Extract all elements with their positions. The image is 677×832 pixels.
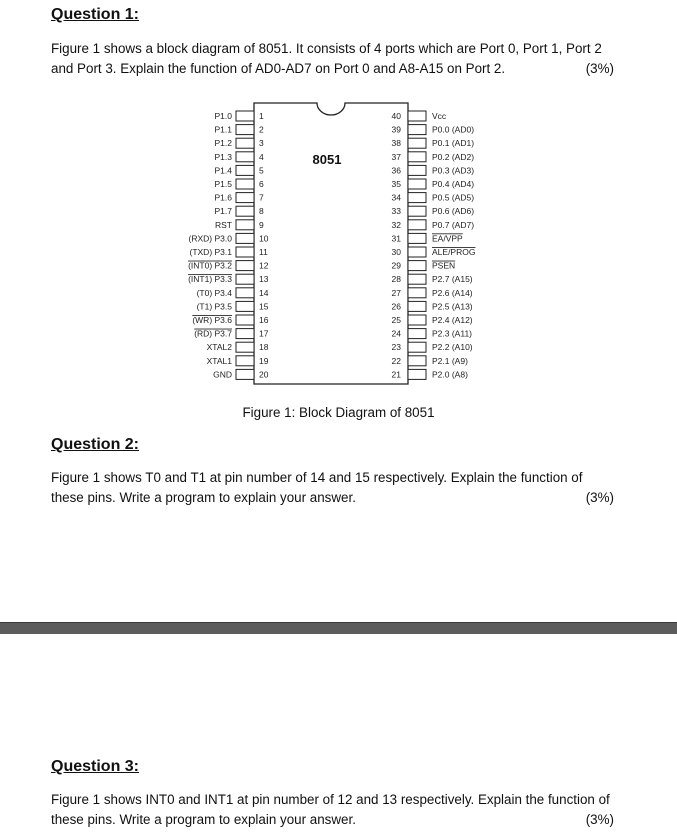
pin-box xyxy=(236,301,254,311)
pin-name: P0.0 (AD0) xyxy=(432,124,475,135)
pin-box xyxy=(408,301,426,311)
pin-box xyxy=(408,206,426,216)
pin-box xyxy=(236,288,254,298)
pin-name: P0.3 (AD3) xyxy=(432,165,475,176)
chip-outline xyxy=(254,103,408,384)
pin-name: P1.3 xyxy=(214,151,232,162)
pin-number: 6 xyxy=(259,179,264,189)
pin-number: 8 xyxy=(259,206,264,217)
question-3-heading: Question 3: xyxy=(51,758,140,775)
pin-number: 38 xyxy=(391,138,401,149)
pin-number: 3 xyxy=(259,138,264,149)
pin-box xyxy=(236,247,254,257)
pin-box xyxy=(236,342,254,352)
pin-name: EA/VPP xyxy=(432,233,463,244)
pin-number: 2 xyxy=(259,124,264,135)
pin-name: P0.5 (AD5) xyxy=(432,192,475,203)
pin-name: P1.7 xyxy=(214,206,232,217)
pin-name: P1.1 xyxy=(214,124,232,135)
pin-name: P2.0 (A8) xyxy=(432,369,468,380)
pin-number: 36 xyxy=(391,165,401,176)
pin-box xyxy=(408,179,426,189)
pin-name: ALE/PROG xyxy=(432,247,476,257)
pin-name: P2.7 (A15) xyxy=(432,274,473,285)
pin-box xyxy=(236,179,254,189)
pin-box xyxy=(408,356,426,366)
pin-number: 29 xyxy=(391,260,401,271)
pin-number: 19 xyxy=(259,355,269,366)
pin-number: 30 xyxy=(391,247,401,257)
pin-number: 4 xyxy=(259,151,264,162)
question-1-heading: Question 1: xyxy=(51,6,140,23)
page-divider xyxy=(0,622,677,634)
pin-number: 33 xyxy=(391,206,401,217)
pin-name: P1.6 xyxy=(214,192,232,203)
pin-number: 35 xyxy=(391,179,401,189)
pin-name: P0.6 (AD6) xyxy=(432,206,475,217)
pin-box xyxy=(408,247,426,257)
pin-box xyxy=(408,165,426,175)
pin-box xyxy=(408,342,426,352)
pin-number: 27 xyxy=(391,287,401,298)
pin-number: 26 xyxy=(391,301,401,312)
pin-box xyxy=(236,152,254,162)
pin-name: P2.5 (A13) xyxy=(432,301,473,312)
pin-number: 28 xyxy=(391,274,401,285)
question-2-heading: Question 2: xyxy=(51,436,140,453)
pin-box xyxy=(236,220,254,230)
pin-name: P2.6 (A14) xyxy=(432,287,473,298)
pin-box xyxy=(408,329,426,339)
pin-number: 5 xyxy=(259,165,264,176)
pin-name: XTAL2 xyxy=(206,342,232,353)
pin-box xyxy=(408,233,426,243)
question-3-text xyxy=(51,790,616,829)
pin-box xyxy=(408,111,426,121)
pin-box xyxy=(236,233,254,243)
pin-number: 17 xyxy=(259,328,269,339)
pin-name: P0.1 (AD1) xyxy=(432,138,475,149)
pin-box xyxy=(408,288,426,298)
pin-name: (RD) P3.7 xyxy=(194,328,232,339)
pin-box xyxy=(236,315,254,325)
pin-box xyxy=(236,125,254,135)
pin-box xyxy=(236,206,254,216)
pin-number: 40 xyxy=(391,111,401,121)
pin-box xyxy=(236,193,254,203)
pin-box xyxy=(408,125,426,135)
pin-name: P2.3 (A11) xyxy=(432,328,473,339)
pin-box xyxy=(408,274,426,284)
pin-name: (INT0) P3.2 xyxy=(188,260,232,271)
pin-box xyxy=(236,356,254,366)
pin-box xyxy=(408,220,426,230)
pin-name: P0.7 (AD7) xyxy=(432,219,475,230)
pin-name: PSEN xyxy=(432,260,456,271)
pin-name: (T1) P3.5 xyxy=(196,301,232,312)
pin-box xyxy=(236,274,254,284)
pin-number: 34 xyxy=(391,192,401,203)
pin-number: 16 xyxy=(259,315,269,325)
pin-name: (TXD) P3.1 xyxy=(189,247,232,257)
pin-name: P1.2 xyxy=(214,138,232,149)
pin-number: 22 xyxy=(391,355,401,366)
pin-box xyxy=(236,111,254,121)
pin-number: 25 xyxy=(391,315,401,325)
pin-box xyxy=(236,261,254,271)
pin-number: 32 xyxy=(391,219,401,230)
pin-box xyxy=(236,329,254,339)
question-1-body: Figure 1 shows a block diagram of 8051. It consists of 4 ports which are Port 0, Port 1, Port 2 and Port 3. Explain the function of AD0-AD7 on Port 0 and A8-A15 on Port 2. xyxy=(51,41,602,76)
pin-number: 18 xyxy=(259,342,269,353)
pin-number: 23 xyxy=(391,342,401,353)
pin-number: 15 xyxy=(259,301,269,312)
pin-box xyxy=(408,138,426,148)
pin-name: P2.1 (A9) xyxy=(432,355,468,366)
pin-number: 21 xyxy=(391,369,401,380)
question-2-text xyxy=(51,468,616,507)
pin-name: Vcc xyxy=(432,111,447,121)
question-1-marks: (3%) xyxy=(585,60,614,76)
pin-name: XTAL1 xyxy=(206,355,232,366)
pin-number: 20 xyxy=(259,369,269,380)
pin-name: (RXD) P3.0 xyxy=(188,233,232,244)
question-3-body: Figure 1 shows INT0 and INT1 at pin number of 12 and 13 respectively. Explain the function of these pins. Write a program to explain your answer. xyxy=(51,792,610,827)
block-diagram-8051 xyxy=(0,0,677,400)
pin-name: P1.5 xyxy=(214,179,232,189)
pin-number: 7 xyxy=(259,192,264,203)
pin-box xyxy=(408,261,426,271)
pin-box xyxy=(408,315,426,325)
pin-number: 24 xyxy=(391,328,401,339)
pin-name: GND xyxy=(213,369,232,380)
question-2-body: Figure 1 shows T0 and T1 at pin number of 14 and 15 respectively. Explain the function of these pins. Write a program to explain your answer. xyxy=(51,470,583,505)
pin-number: 13 xyxy=(259,274,269,285)
pin-name: (INT1) P3.3 xyxy=(188,274,232,285)
pin-box xyxy=(408,152,426,162)
pin-name: P2.4 (A12) xyxy=(432,315,473,325)
pin-number: 39 xyxy=(391,124,401,135)
pin-box xyxy=(236,138,254,148)
chip-label: 8051 xyxy=(312,152,342,167)
pin-number: 1 xyxy=(259,111,264,121)
pin-box xyxy=(408,193,426,203)
pin-name: P0.4 (AD4) xyxy=(432,179,475,189)
pin-number: 14 xyxy=(259,287,269,298)
pin-name: (WR) P3.6 xyxy=(192,315,232,325)
pin-number: 12 xyxy=(259,260,269,271)
pin-number: 9 xyxy=(259,219,264,230)
pin-name: P1.4 xyxy=(214,165,232,176)
pin-number: 37 xyxy=(391,151,401,162)
pin-number: 31 xyxy=(391,233,401,244)
pin-name: (T0) P3.4 xyxy=(196,287,232,298)
pin-number: 10 xyxy=(259,233,269,244)
pin-box xyxy=(236,369,254,379)
figure-caption: Figure 1: Block Diagram of 8051 xyxy=(242,405,435,420)
question-3-marks: (3%) xyxy=(585,811,614,827)
pin-box xyxy=(236,165,254,175)
pin-name: RST xyxy=(215,219,232,230)
pin-name: P0.2 (AD2) xyxy=(432,151,475,162)
pin-name: P1.0 xyxy=(214,111,232,121)
pin-name: P2.2 (A10) xyxy=(432,342,473,353)
question-2-marks: (3%) xyxy=(585,489,614,505)
pin-box xyxy=(408,369,426,379)
pin-number: 11 xyxy=(259,247,268,257)
